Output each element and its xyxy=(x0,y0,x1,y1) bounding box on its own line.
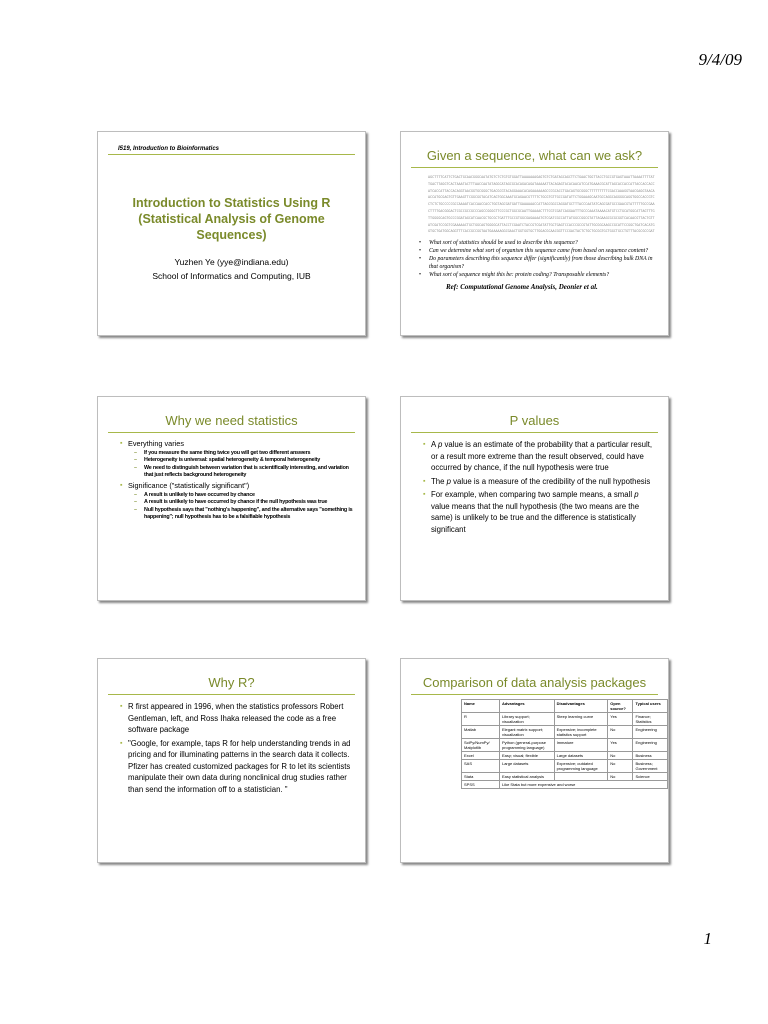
table-header: Open source? xyxy=(608,700,633,713)
sub-item: – If you measure the same thing twice you will get two different answers xyxy=(134,450,355,457)
sub-item: – Heterogeneity is universal: spatial heterogeneity & temporal heterogeneity xyxy=(134,457,355,464)
title-line: Sequences) xyxy=(196,228,267,242)
text-run-italic: p xyxy=(446,476,451,486)
table-cell: SAS xyxy=(462,760,500,773)
table-cell: Library support; visualization xyxy=(499,713,554,726)
question-list xyxy=(419,239,660,279)
slide-why-r xyxy=(97,658,366,863)
bullet-list xyxy=(423,439,658,535)
table-cell: Yes xyxy=(608,713,633,726)
comparison-table xyxy=(461,699,668,789)
page-number: 1 xyxy=(703,929,712,948)
table-row xyxy=(462,773,668,781)
table-row xyxy=(462,760,668,773)
divider xyxy=(108,694,355,695)
slide-title-text xyxy=(98,195,365,243)
slide-p-values xyxy=(400,396,669,601)
table-cell: Easy statistical analysis xyxy=(499,773,554,781)
table-cell: SciPy/NumPy/ Matplotlib xyxy=(462,739,500,752)
table-cell: Like Stata but more expensive and worse xyxy=(499,781,667,789)
table-cell: Excel xyxy=(462,752,500,760)
list-item xyxy=(423,439,658,474)
slide-heading: Comparison of data analysis packages xyxy=(422,675,647,690)
divider xyxy=(108,432,355,433)
course-name: I519, Introduction to Bioinformatics xyxy=(118,146,220,152)
table-cell: Easy; visual; flexible xyxy=(499,752,554,760)
bullet-text: Significance ("statistically significant") xyxy=(128,481,250,491)
table-row xyxy=(462,726,668,739)
slide-heading: P values xyxy=(509,413,560,428)
author-affiliation: School of Informatics and Computing, IUB xyxy=(152,271,311,281)
text-run: value means that the null hypothesis (the two means are the same) is unlikely to be true and the difference is statistically significant xyxy=(431,501,640,534)
divider xyxy=(411,694,658,695)
title-line: (Statistical Analysis of Genome xyxy=(138,212,325,226)
list-item xyxy=(120,439,355,479)
table-cell: Finance; Statistics xyxy=(633,713,668,726)
sub-item: – A result is unlikely to have occurred by chance xyxy=(134,492,355,499)
dna-sequence: AGCTTTTCATTCTGACTGCAACGGGCAATATGTCTCTGTGTGGATTAAAAAAAGAGTGTCTGATAGCAGCTTCTGAACTGGTTACCTGCCGTGAGTAAATTAAAATTTTATTGACTTAGGTCACTAAATACTTTAACCAATATAGGCATAGCGCACAGACAGATAAAAATTACAGAGTACACAACATCCATGAAACGCATTAGCACCACCATTACCACCACCATCACCATTACCACAGGTAACGGTGCGGGCTGACGCGTACAGGAAACACAGAAAAAAGCCCGCACCTGACAGTGCGGGCTTTTTTTTTCGACCAAAGGTAACGAGGTAACAACCATGCGAGTGTTGAAGTTCGGCGGTACATCAGTGGCAAATGCAGAACGTTTTCTGCGTGTTGCCGATATTCTGGAAAGCAATGCCAGGCAGGGGCAGGTGGCCACCGTCCTCTCTGCCCCCGCCAAAATCACCAACCACCTGGTAGCGATGATTGAAAAAACCATTAGCGGCCAGGATGCTTTACCCAATATCAGCGATGCCGAACGTATTTTTGCCGAACTTTTGACGGGACTCGCCGCCGCCCAGCCGGGGTTCCCGCTGGCGCAATTGAAAACTTTCGTCGATCAGGAATTTGCCCAAATAAAACATGTCCTGCATGGCATTAGTTTGTTGGGGCAGTGCCCGGATAGCATCAACGCTGCGCTGATTTGCCGTGGCGAGAAAATGTCGATCGCCATTATGGCCGGCGTATTAGAAGCGCGCGGTCACAACGTTACTGTTATCGATCCGGTCGAAAAACTGCTGGCAGTGGGGCATTACCTCGAATCTACCGTCGATATTGCTGAGTCCACCCGCCGTATTGCGGCAAGCCGCATTCCGGCTGATCACATGGTGCTGATGGCAGGTTTCACCGCCGGTAATGAAAAAGGCGAACTGGTGGTGCTTGGACGCAACGGTTCCGACTACTCTGCTGCGGTGCTGGCTGCCTGTTTACGCGCCGAT xyxy=(428,175,655,234)
author-name: Yuzhen Ye (yye@indiana.edu) xyxy=(174,257,289,267)
table-row xyxy=(462,752,668,760)
text-run: The xyxy=(431,476,447,486)
sub-item: – A result is unlikely to have occurred by chance if the null hypothesis was true xyxy=(134,499,355,506)
slide-comparison xyxy=(400,658,669,863)
table-header: Disadvantages xyxy=(554,700,608,713)
sub-item: – We need to distinguish between variation that is scientifically interesting, and variation that just reflects background heterogeneity xyxy=(134,465,355,480)
list-item xyxy=(423,476,658,488)
table-cell: No xyxy=(608,752,633,760)
bullet-text: Everything varies xyxy=(128,439,184,448)
table-cell: Stata xyxy=(462,773,500,781)
table-cell: SPSS xyxy=(462,781,500,789)
list-item xyxy=(120,481,355,521)
table-cell: Business; Government xyxy=(633,760,668,773)
table-cell: R xyxy=(462,713,500,726)
divider xyxy=(411,432,658,433)
table-header: Advantages xyxy=(499,700,554,713)
text-run: For example, when comparing two sample means, a small xyxy=(431,490,635,499)
table-cell: Matlab xyxy=(462,726,500,739)
bullet-list xyxy=(120,701,355,795)
table-header: Name xyxy=(462,700,500,713)
slide-heading: Given a sequence, what can we ask? xyxy=(426,148,643,163)
table-row xyxy=(462,739,668,752)
title-line: Introduction to Statistics Using R xyxy=(132,196,331,210)
table-cell: Science xyxy=(633,773,668,781)
text-run: A xyxy=(431,440,438,449)
slide-heading: Why R? xyxy=(208,675,255,690)
slide-why-statistics xyxy=(97,396,366,601)
slide-sequence xyxy=(400,131,669,336)
table-row xyxy=(462,781,668,789)
table-cell: Engineering xyxy=(633,726,668,739)
list-item: ▪ "Google, for example, taps R for help understanding trends in ad pricing and for illuminating patterns in the search data it collects. Pfizer has created customized packages for R to let its scientists manipulate their own data during nonclinical drug studies rather than send the information off to a statistician. " xyxy=(120,738,355,796)
table-cell: Yes xyxy=(608,739,633,752)
table-cell: Business xyxy=(633,752,668,760)
table-cell: Large datasets xyxy=(554,752,608,760)
table-cell: Elegant matrix support; visualization xyxy=(499,726,554,739)
table-cell: No xyxy=(608,773,633,781)
list-item xyxy=(423,489,658,535)
divider xyxy=(411,167,658,168)
sub-item: – Null hypothesis says that "nothing's happening", and the alternative says "something is happening"; null hypothesis has to be a falsifiable hypothesis xyxy=(134,507,355,522)
table-cell: Python (general-purpose programming language) xyxy=(499,739,554,752)
text-run: value is a measure of the credibility of the null hypothesis xyxy=(450,476,651,486)
sub-list xyxy=(134,492,355,521)
table-cell: Large datasets xyxy=(499,760,554,773)
table-cell xyxy=(554,773,608,781)
table-cell: Immature xyxy=(554,739,608,752)
table-cell: No xyxy=(608,760,633,773)
author-block xyxy=(98,255,365,283)
table-header-row xyxy=(462,700,668,713)
list-item: • Can we determine what sort of organism this sequence came from based on sequence content? xyxy=(419,247,660,255)
divider xyxy=(108,154,355,155)
table-cell: Expensive; incomplete statistics support xyxy=(554,726,608,739)
slide-heading: Why we need statistics xyxy=(165,413,298,428)
handout-date: 9/4/09 xyxy=(698,50,742,69)
table-cell: Steep learning curve xyxy=(554,713,608,726)
table-cell: Expensive; outdated programming language xyxy=(554,760,608,773)
sub-list xyxy=(134,450,355,479)
bullet-list xyxy=(120,439,355,521)
text-run: value is an estimate of the probability that a particular result, or a result more extreme than the result observed, could have occurred by chance, if the null hypothesis were true xyxy=(431,440,653,472)
text-run-italic: p xyxy=(437,440,443,449)
table-cell: No xyxy=(608,726,633,739)
slide-title xyxy=(97,131,366,336)
list-item: • What sort of statistics should be used to describe this sequence? xyxy=(419,239,660,247)
table-cell: Engineering xyxy=(633,739,668,752)
list-item: ▪ R first appeared in 1996, when the statistics professors Robert Gentleman, left, and Ross Ihaka released the code as a free software package xyxy=(120,701,355,736)
table-row xyxy=(462,713,668,726)
list-item: • What sort of sequence might this be: protein coding? Transposable elements? xyxy=(419,271,660,279)
reference: Ref: Computational Genome Analysis, Deonier et al. xyxy=(446,283,598,291)
table-header: Typical users xyxy=(633,700,668,713)
list-item: • Do parameters describing this sequence differ (significantly) from those describing bulk DNA in that organism? xyxy=(419,255,660,271)
text-run-italic: p xyxy=(634,490,639,499)
